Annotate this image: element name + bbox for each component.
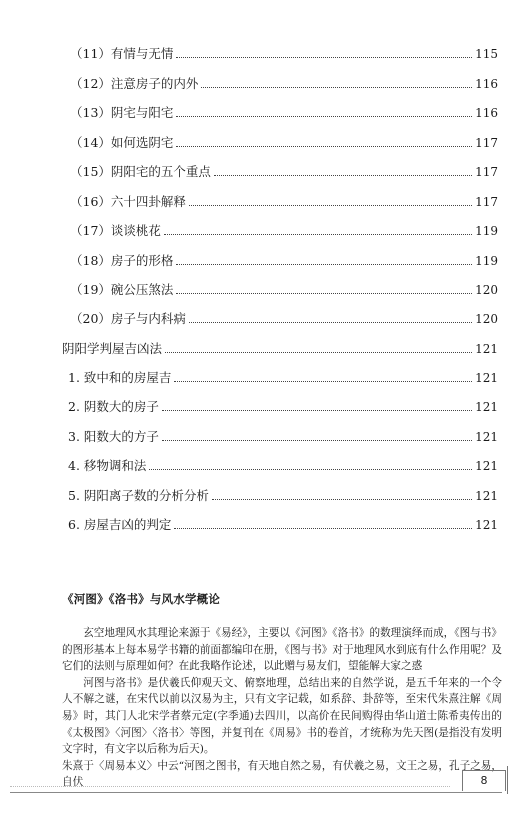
- toc-entry[interactable]: [68, 515, 498, 533]
- toc-entry-page: 117: [475, 136, 498, 150]
- dot-leader: [176, 292, 472, 294]
- toc-entry-page: 121: [475, 518, 498, 532]
- toc-entry[interactable]: [70, 309, 498, 327]
- dot-leader: [189, 321, 472, 323]
- article-paragraph: 玄空地理风水其理论来源于《易经》，主要以《河图》《洛书》的数理演绎而成，《图与书》的图形基本上每本易学书籍的前面都编印在册，《图与书》对于地理风水到底有什么作用呢？及它们的法则与原理如何？在此我略作论述，以此赠与易友们，望能解大家之惑: [62, 627, 502, 673]
- toc-entry-title: （18）房子的形格: [70, 253, 174, 268]
- toc-entry-page: 121: [475, 459, 498, 473]
- toc-entry[interactable]: [70, 280, 498, 298]
- toc-entry[interactable]: [70, 133, 498, 151]
- toc-entry-title: 2. 阴数大的房子: [68, 399, 159, 414]
- dot-leader: [174, 380, 472, 382]
- dot-leader: [201, 86, 472, 88]
- toc-entry-title: （12）注意房子的内外: [70, 76, 199, 91]
- toc-entry-title: 5. 阴阳离子数的分析分析: [68, 488, 209, 503]
- article-paragraph: 河图与洛书》是伏羲氏仰观天文、俯察地理，总结出来的自然学说，是五千年来的一个令人不解之谜，在宋代以前以汉易为主，只有文字记载，如系辞、卦辞等，至宋代朱熹注解《周易》时，其门人北宋学者蔡元定(字季通)去四川，以高价在民间购得由华山道士陈希夷传出的《太极图》〈河图〉〈洛书〉等图，并复刊在《周易》书的卷首，才统称为先天图(是指没有发明文字时，有文字以后称为后天)。: [62, 676, 502, 756]
- toc-entry-page: 121: [475, 489, 498, 503]
- toc-section-page: 121: [475, 342, 498, 356]
- toc-entry[interactable]: [68, 368, 498, 386]
- dot-leader: [212, 498, 472, 500]
- dot-leader: [214, 174, 472, 176]
- dot-leader: [149, 468, 472, 470]
- toc-entry[interactable]: [70, 221, 498, 239]
- dot-leader: [164, 233, 472, 235]
- toc-entry-page: 120: [475, 283, 498, 297]
- toc-entry-page: 117: [475, 165, 498, 179]
- dot-leader: [174, 527, 472, 529]
- toc-entry-title: （16）六十四卦解释: [70, 194, 186, 209]
- toc-entry-page: 115: [475, 47, 498, 61]
- toc-entry-page: 121: [475, 371, 498, 385]
- toc-entry-title: （20）房子与内科病: [70, 311, 186, 326]
- dot-leader: [176, 263, 472, 265]
- toc-entry-title: （17）谈谈桃花: [70, 223, 161, 238]
- page-number: 8: [462, 770, 506, 791]
- toc-entry[interactable]: [68, 397, 498, 415]
- toc-entry-page: 121: [475, 400, 498, 414]
- corner-mark: [507, 766, 508, 794]
- toc-entry-title: 4. 移物调和法: [68, 458, 147, 473]
- dot-leader: [162, 439, 472, 441]
- toc-entry-title: （13）阴宅与阳宅: [70, 105, 174, 120]
- article-body: [62, 625, 502, 791]
- toc-entry-title: 3. 阳数大的方子: [68, 429, 159, 444]
- toc-entry-title: 1. 致中和的房屋吉: [68, 370, 172, 385]
- toc-entry-title: 6. 房屋吉凶的判定: [68, 517, 172, 532]
- toc-entry[interactable]: [70, 44, 498, 62]
- toc-entry[interactable]: [70, 103, 498, 121]
- toc-entry[interactable]: [70, 162, 498, 180]
- toc-entry-title: （15）阴阳宅的五个重点: [70, 164, 211, 179]
- toc-section-title: 阴阳学判屋吉凶法: [62, 341, 163, 356]
- dot-leader: [176, 56, 472, 58]
- dot-leader: [176, 145, 472, 147]
- toc-entry-page: 117: [475, 195, 498, 209]
- toc-entry[interactable]: [70, 74, 498, 92]
- toc-section-entry[interactable]: [62, 339, 498, 357]
- article-title: 《河图》《洛书》与风水学概论: [62, 592, 221, 606]
- toc-entry-title: （14）如何选阴宅: [70, 135, 174, 150]
- toc-entry-page: 119: [475, 224, 498, 238]
- toc-entry-title: （19）碗公压煞法: [70, 282, 174, 297]
- toc-entry-page: 116: [475, 77, 498, 91]
- toc-entry-page: 116: [475, 106, 498, 120]
- toc-entry[interactable]: [68, 456, 498, 474]
- dot-leader: [176, 115, 472, 117]
- toc-entry-page: 119: [475, 254, 498, 268]
- dot-leader: [189, 204, 472, 206]
- toc-entry[interactable]: [70, 251, 498, 269]
- article-paragraph: 朱熹于〈周易本义〉中云“河图之图书，有天地自然之易，有伏羲之易，文王之易，孔子之易，自伏: [62, 759, 502, 789]
- footer-rule: [10, 792, 502, 793]
- toc-entry[interactable]: [68, 486, 498, 504]
- dot-leader: [165, 351, 472, 353]
- toc-entry[interactable]: [68, 427, 498, 445]
- toc-entry-title: （11）有情与无情: [70, 46, 174, 61]
- toc-entry[interactable]: [70, 192, 498, 210]
- toc-entry-page: 120: [475, 312, 498, 326]
- footer-dotted-rule: [10, 786, 450, 790]
- dot-leader: [162, 409, 472, 411]
- toc-entry-page: 121: [475, 430, 498, 444]
